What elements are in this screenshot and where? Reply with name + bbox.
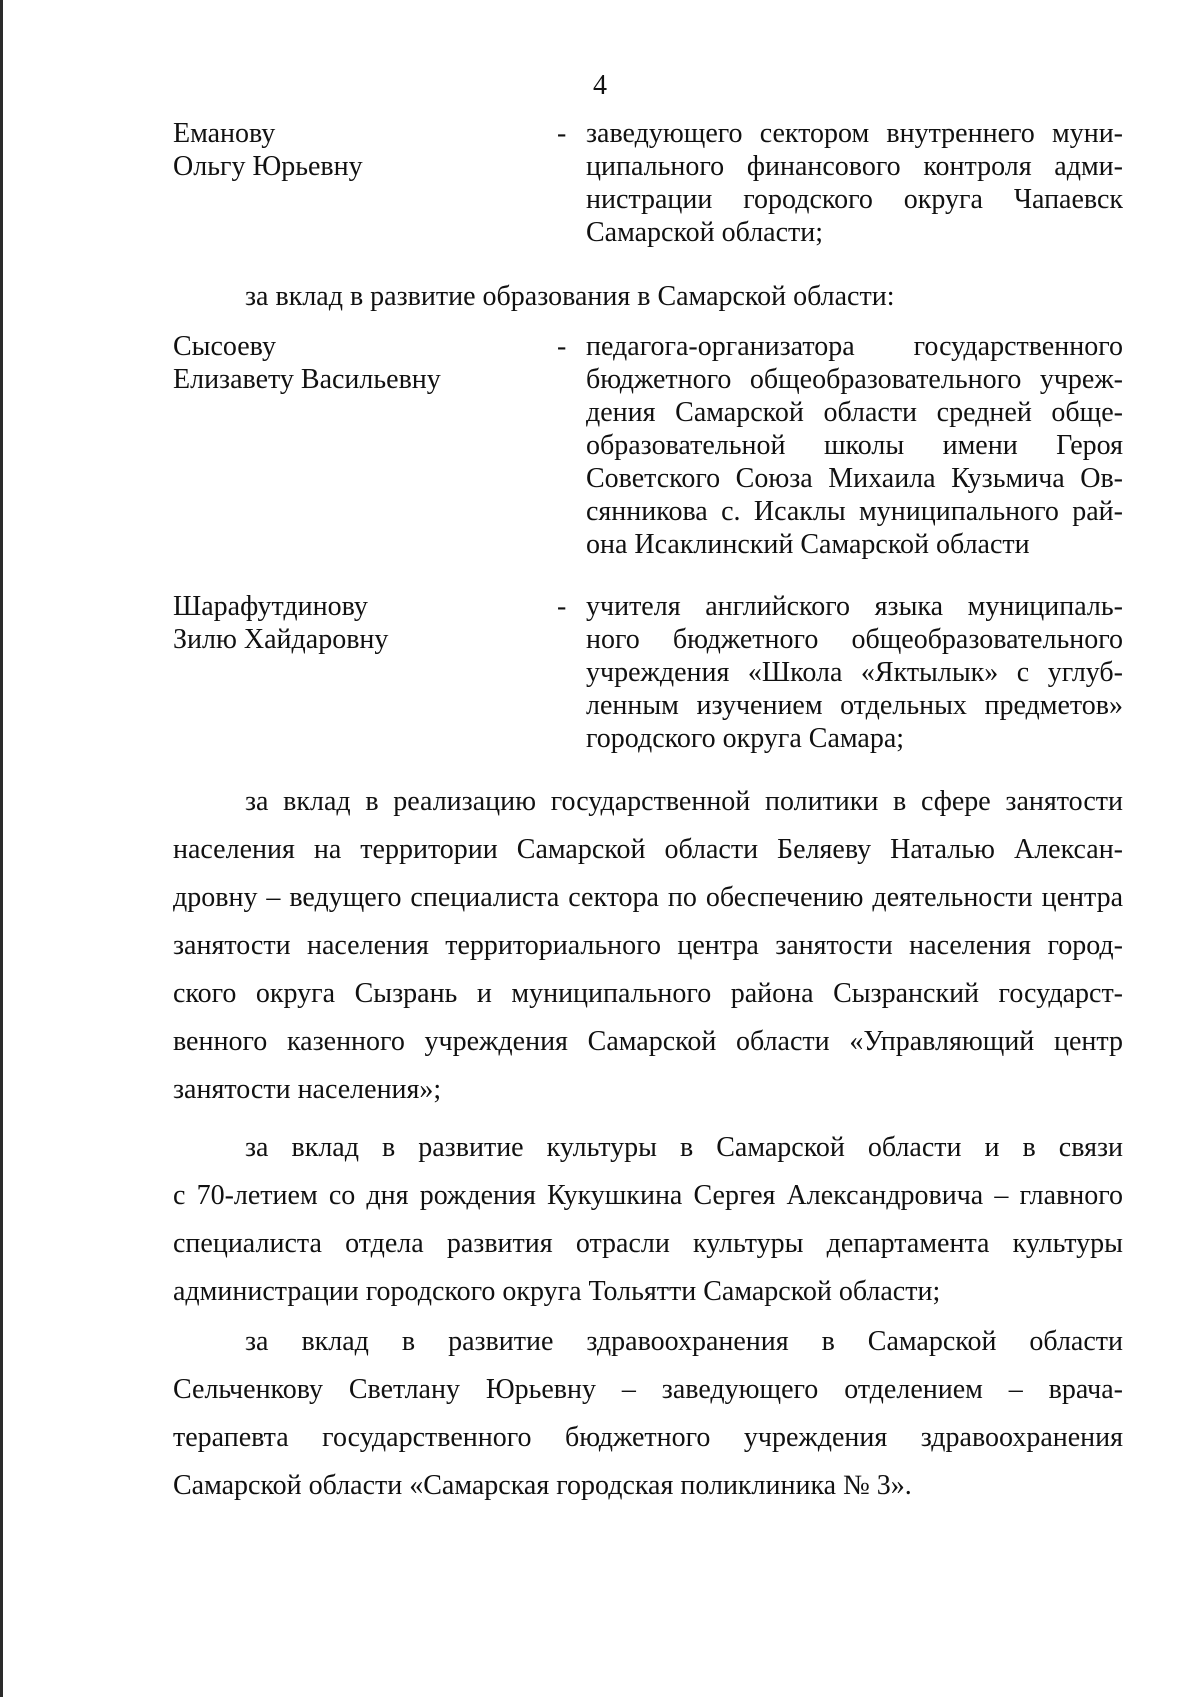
- position-line: дения Самарской области средней обще-: [586, 397, 1123, 428]
- dash-separator: -: [557, 118, 567, 149]
- paragraph-line: венного казенного учреждения Самарской области «Управляющий центр: [173, 1026, 1123, 1057]
- name-line: Сысоеву: [173, 331, 276, 362]
- name-line: Елизавету Васильевну: [173, 364, 441, 395]
- recipient-name: [173, 330, 533, 396]
- paragraph-line: Сельченкову Светлану Юрьевну – заведующего отделением – врача-: [173, 1374, 1123, 1405]
- position-line: педагога-организатора государственного: [586, 331, 1123, 362]
- position-line: бюджетного общеобразовательного учреж-: [586, 364, 1123, 395]
- position-line: она Исаклинский Самарской области: [586, 529, 1030, 560]
- dash-separator: -: [557, 591, 567, 622]
- paragraph-line: терапевта государственного бюджетного учреждения здравоохранения: [173, 1422, 1123, 1453]
- paragraph-line: за вклад в реализацию государственной политики в сфере занятости: [245, 786, 1123, 817]
- recipient-name: [173, 590, 533, 656]
- position-line: городского округа Самара;: [586, 723, 905, 754]
- section-heading-education: за вклад в развитие образования в Самарской области:: [245, 281, 895, 312]
- position-line: образовательной школы имени Героя: [586, 430, 1123, 461]
- paragraph-line: занятости населения территориального центра занятости населения город-: [173, 930, 1123, 961]
- name-line: Еманову: [173, 118, 276, 149]
- paragraph-line: ского округа Сызрань и муниципального района Сызранский государст-: [173, 978, 1123, 1009]
- paragraph-culture: [173, 1124, 1123, 1316]
- position-line: сянникова с. Исаклы муниципального рай-: [586, 496, 1123, 527]
- position-line: ного бюджетного общеобразовательного: [586, 624, 1123, 655]
- recipient-position: [586, 117, 1123, 249]
- recipient-name: [173, 117, 533, 183]
- dash-separator: -: [557, 331, 567, 362]
- paragraph-line: администрации городского округа Тольятти Самарской области;: [173, 1276, 941, 1307]
- paragraph-line: специалиста отдела развития отрасли культуры департамента культуры: [173, 1228, 1123, 1259]
- paragraph-line: населения на территории Самарской области Беляеву Наталью Алексан-: [173, 834, 1123, 865]
- paragraph-line: за вклад в развитие культуры в Самарской области и в связи: [245, 1132, 1123, 1163]
- paragraph-line: за вклад в развитие здравоохранения в Самарской области: [245, 1326, 1123, 1357]
- position-line: ленным изучением отдельных предметов»: [586, 690, 1123, 721]
- recipient-position: [586, 330, 1123, 561]
- paragraph-line: Самарской области «Самарская городская поликлиника № 3».: [173, 1470, 912, 1501]
- position-line: нистрации городского округа Чапаевск: [586, 184, 1123, 215]
- page-number: 4: [593, 70, 607, 101]
- position-line: заведующего сектором внутреннего муни-: [586, 118, 1123, 149]
- paragraph-line: занятости населения»;: [173, 1074, 442, 1105]
- name-line: Ольгу Юрьевну: [173, 151, 363, 182]
- paragraph-employment-policy: [173, 778, 1123, 1114]
- position-line: Самарской области;: [586, 217, 824, 248]
- position-line: ципального финансового контроля адми-: [586, 151, 1123, 182]
- name-line: Шарафутдинову: [173, 591, 368, 622]
- position-line: учителя английского языка муниципаль-: [586, 591, 1123, 622]
- recipient-position: [586, 590, 1123, 755]
- position-line: Советского Союза Михаила Кузьмича Ов-: [586, 463, 1123, 494]
- paragraph-healthcare: [173, 1318, 1123, 1510]
- position-line: учреждения «Школа «Яктылык» с углуб-: [586, 657, 1123, 688]
- paragraph-line: с 70-летием со дня рождения Кукушкина Сергея Александровича – главного: [173, 1180, 1123, 1211]
- scan-edge-line: [0, 0, 3, 1697]
- paragraph-line: дровну – ведущего специалиста сектора по обеспечению деятельности центра: [173, 882, 1123, 913]
- name-line: Зилю Хайдаровну: [173, 624, 389, 655]
